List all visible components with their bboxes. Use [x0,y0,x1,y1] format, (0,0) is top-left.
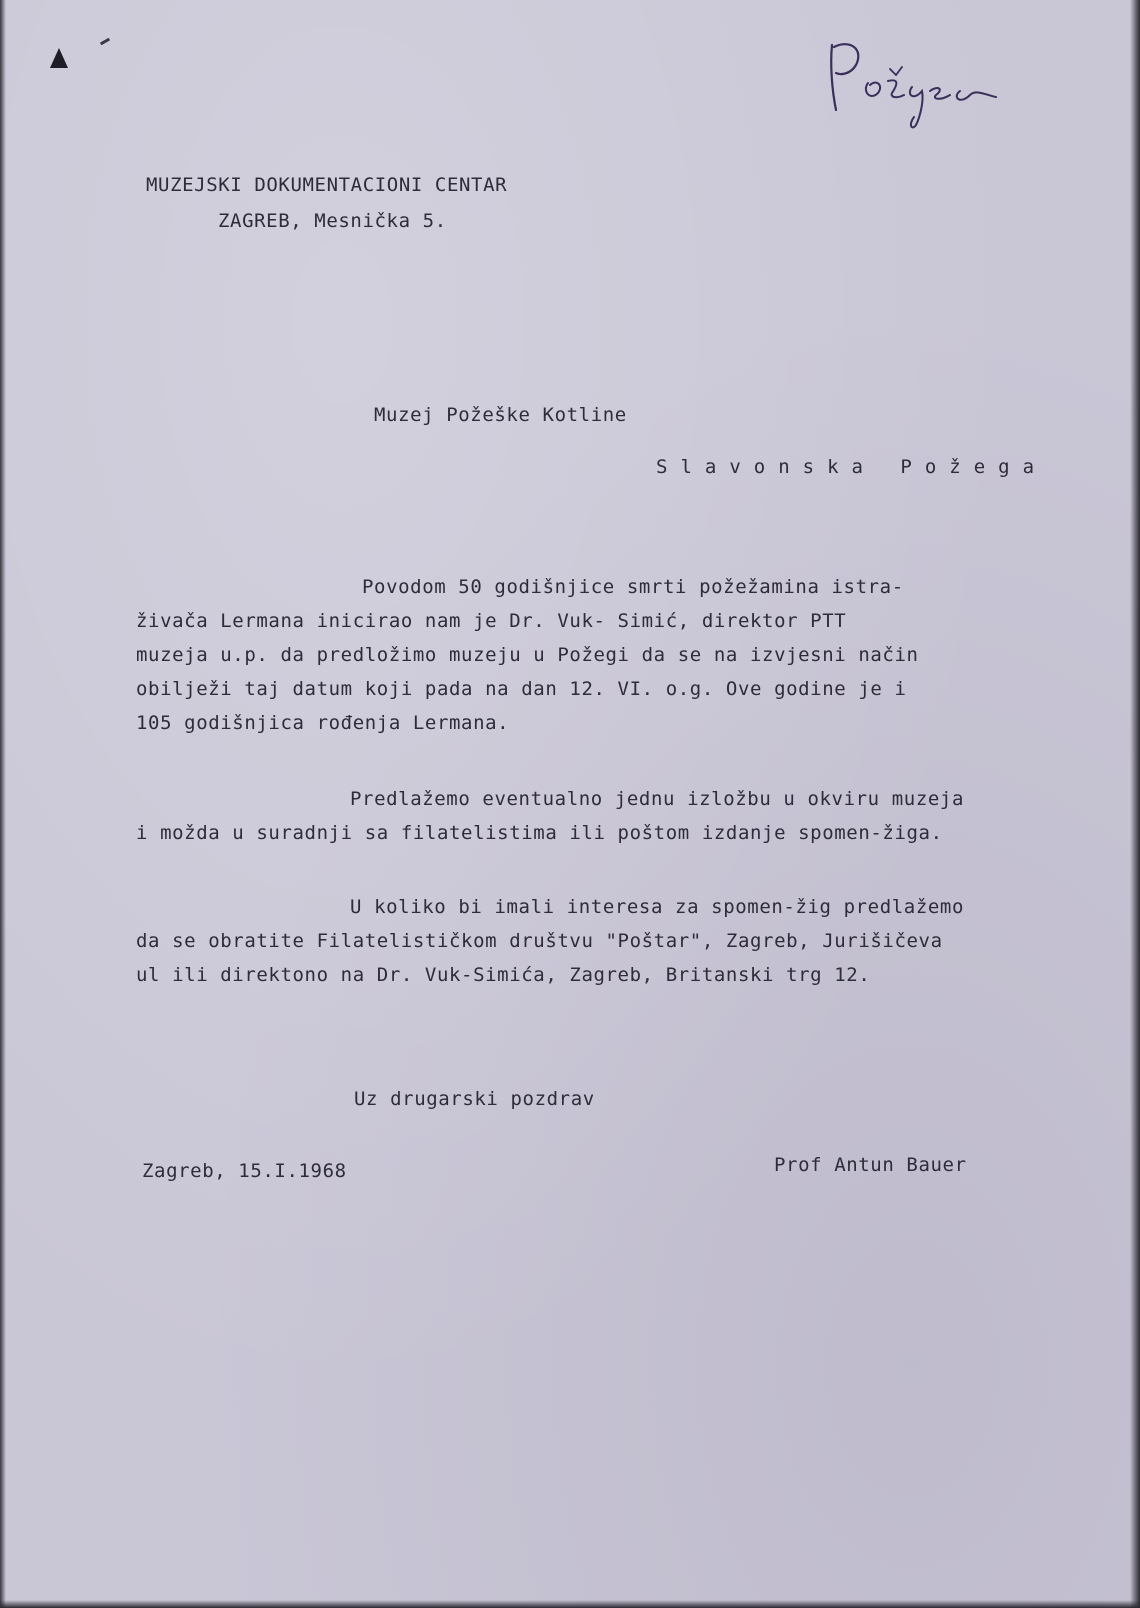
body-p1-line4: obilježi taj datum koji pada na dan 12. VI. o.g. Ove godine je i [136,678,907,700]
place-and-date: Zagreb, 15.I.1968 [142,1160,347,1182]
scan-edge-left [0,0,6,1608]
org-address: ZAGREB, Mesnička 5. [218,210,447,232]
body-p2-line2: i možda u suradnji sa filatelistima ili poštom izdanje spomen-žiga. [136,822,943,844]
body-p3-line3: ul ili direktono na Dr. Vuk-Simića, Zagreb, Britanski trg 12. [136,964,871,986]
body-p1-line3: muzeja u.p. da predložimo muzeju u Požegi da se na izvjesni način [136,644,919,666]
closing-greeting: Uz drugarski pozdrav [354,1088,595,1110]
scan-edge-bottom [0,1600,1140,1608]
body-p3-line1: U koliko bi imali interesa za spomen-žig predlažemo [350,896,964,918]
org-name: MUZEJSKI DOKUMENTACIONI CENTAR [146,174,508,196]
body-p1-line2: živača Lermana inicirao nam je Dr. Vuk- Simić, direktor PTT [136,610,847,632]
body-p3-line2: da se obratite Filatelističkom društvu "Poštar", Zagreb, Jurišičeva [136,930,943,952]
handwritten-pozega-annotation [820,35,1010,135]
body-p1-line5: 105 godišnjica rođenja Lermana. [136,712,510,734]
body-p2-line1: Predlažemo eventualno jednu izložbu u okviru muzeja [350,788,964,810]
recipient-name: Muzej Požeške Kotline [374,404,627,426]
scan-edge-right [1130,0,1140,1608]
corner-tick-mark-icon [100,38,110,46]
recipient-place: Slavonska Požega [656,456,1048,478]
body-p1-line1: Povodom 50 godišnjice smrti požežamina istra- [362,576,904,598]
corner-punch-mark-icon [50,48,68,68]
signatory-name: Prof Antun Bauer [774,1154,967,1176]
